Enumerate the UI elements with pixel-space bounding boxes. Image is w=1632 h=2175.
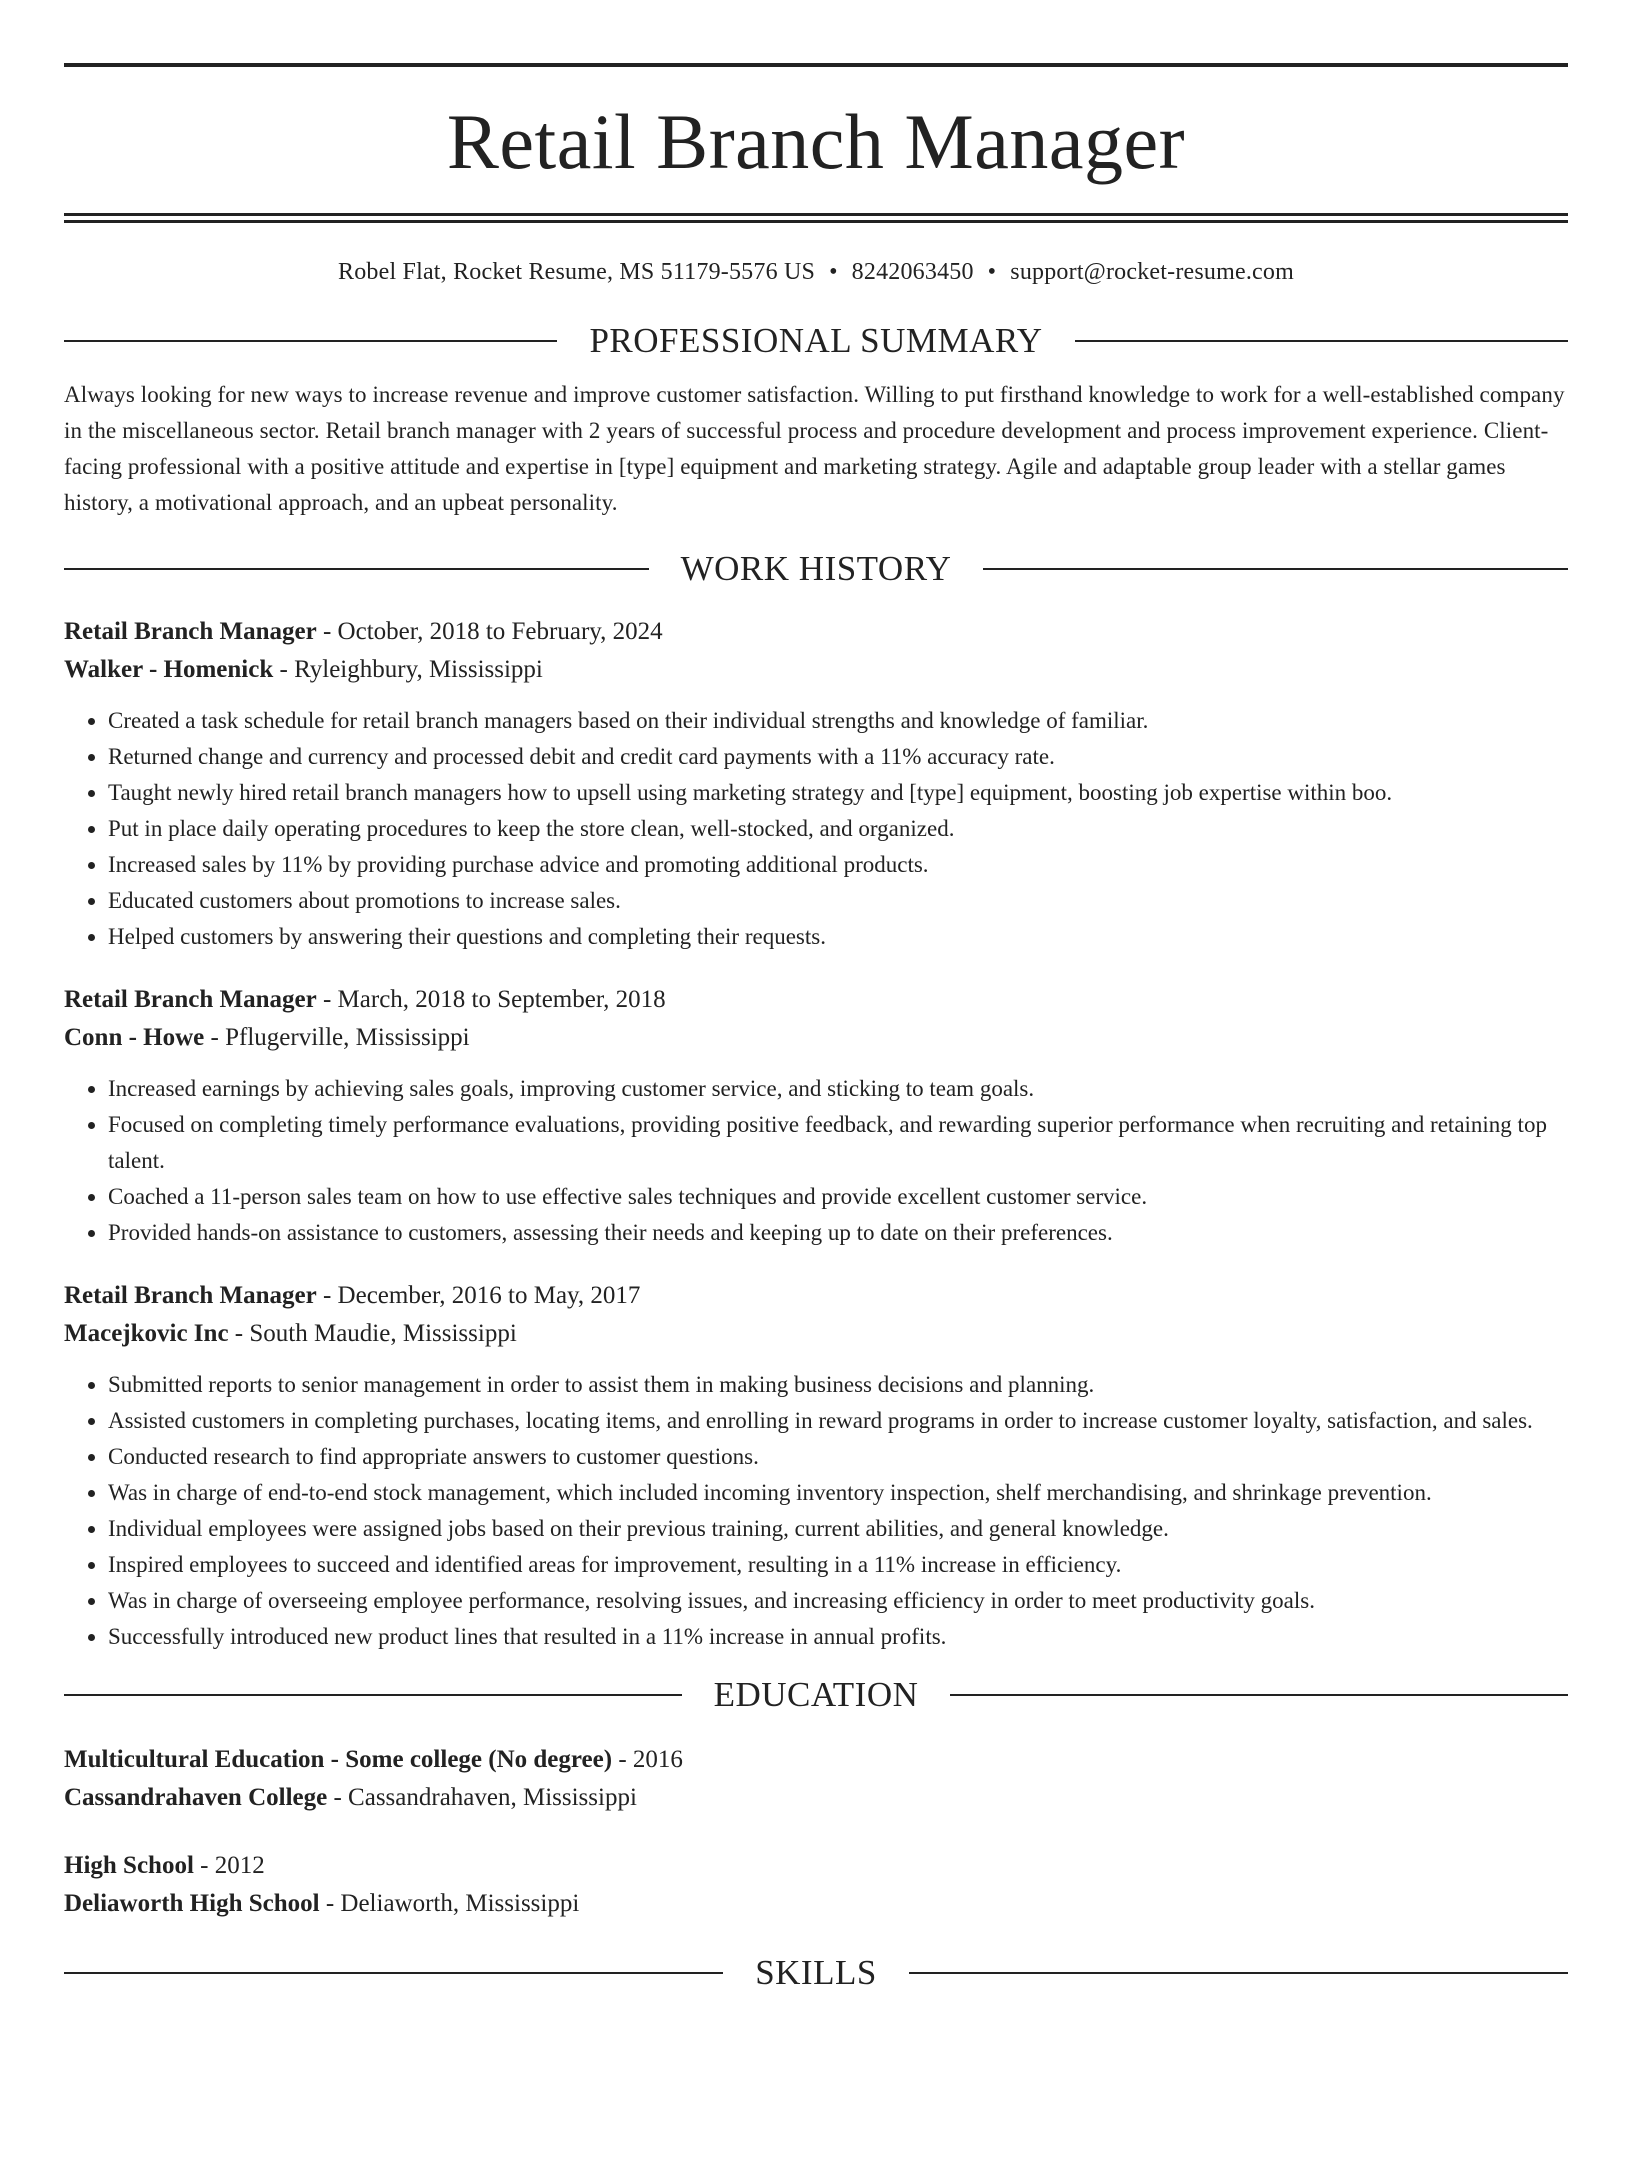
list-item: • Was in charge of overseeing employee performance, resolving issues, and increasing efficiency in order to meet productivity goals.	[108, 1583, 1568, 1619]
list-item: • Inspired employees to succeed and identified areas for improvement, resulting in a 11% increase in efficiency.	[108, 1547, 1568, 1583]
list-item: • Created a task schedule for retail branch managers based on their individual strengths and knowledge of familiar.	[108, 703, 1568, 739]
list-item: • Focused on completing timely performance evaluations, providing positive feedback, and rewarding superior performance when recruiting and retaining top talent.	[108, 1107, 1568, 1179]
contact-address: Robel Flat, Rocket Resume, MS 51179-5576 US	[338, 259, 816, 285]
job-company: Macejkovic Inc	[64, 1320, 229, 1347]
education-school: Cassandrahaven College	[64, 1784, 328, 1811]
list-item: • Provided hands-on assistance to customers, assessing their needs and keeping up to date on their preferences.	[108, 1215, 1568, 1251]
job-title-line	[64, 613, 1568, 651]
job-company-line	[64, 1315, 1568, 1353]
contact-line	[64, 257, 1568, 287]
education-school: Deliaworth High School	[64, 1890, 320, 1917]
top-rule	[64, 63, 1568, 67]
job-company-line	[64, 651, 1568, 689]
list-item: • Assisted customers in completing purchases, locating items, and enrolling in reward programs in order to increase customer loyalty, satisfaction, and sales.	[108, 1403, 1568, 1439]
job-entry	[64, 1277, 1568, 1655]
list-item: • Was in charge of end-to-end stock management, which included incoming inventory inspection, shelf merchandising, and shrinkage prevention.	[108, 1475, 1568, 1511]
list-item: • Individual employees were assigned jobs based on their previous training, current abilities, and general knowledge.	[108, 1511, 1568, 1547]
education-entry	[64, 1741, 1568, 1817]
section-title: WORK HISTORY	[680, 549, 952, 588]
job-company: Walker - Homenick	[64, 656, 274, 683]
job-dates: - March, 2018 to September, 2018	[316, 986, 666, 1013]
job-title-line	[64, 981, 1568, 1019]
title-double-rule	[64, 213, 1568, 223]
list-item: • Educated customers about promotions to increase sales.	[108, 883, 1568, 919]
job-location: - Pflugerville, Mississippi	[204, 1024, 470, 1051]
list-item: • Increased sales by 11% by providing purchase advice and promoting additional products.	[108, 847, 1568, 883]
resume-title: Retail Branch Manager	[446, 98, 1186, 185]
job-dates: - October, 2018 to February, 2024	[316, 618, 663, 645]
section-heading-summary	[64, 319, 1568, 363]
education-entry	[64, 1847, 1568, 1923]
resume-page	[0, 63, 1632, 2175]
list-item: • Submitted reports to senior management in order to assist them in making business decisions and planning.	[108, 1367, 1568, 1403]
job-title: Retail Branch Manager	[64, 618, 317, 645]
education-degree: High School	[64, 1852, 194, 1879]
job-title: Retail Branch Manager	[64, 1282, 317, 1309]
job-bullets	[64, 1071, 1568, 1251]
list-item: • Returned change and currency and processed debit and credit card payments with a 11% accuracy rate.	[108, 739, 1568, 775]
job-company-line	[64, 1019, 1568, 1057]
list-item: • Put in place daily operating procedures to keep the store clean, well-stocked, and organized.	[108, 811, 1568, 847]
heading-rule-left	[64, 568, 649, 570]
job-entry	[64, 613, 1568, 955]
section-heading-skills	[64, 1951, 1568, 1995]
heading-rule-right	[950, 1694, 1568, 1696]
section-heading-education	[64, 1673, 1568, 1717]
section-title: PROFESSIONAL SUMMARY	[589, 321, 1043, 360]
heading-rule-right	[1075, 340, 1568, 342]
list-item: • Coached a 11-person sales team on how to use effective sales techniques and provide excellent customer service.	[108, 1179, 1568, 1215]
summary-text: Always looking for new ways to increase revenue and improve customer satisfaction. Willing to put firsthand knowledge to work for a well-established company in the miscellaneous sector. Retail branch manager with 2 years of successful process and procedure development and process improvement experience. Client-facing professional with a positive attitude and expertise in [type] equipment and marketing strategy. Agile and adaptable group leader with a stellar games history, a motivational approach, and an upbeat personality.	[64, 382, 1565, 515]
section-title: EDUCATION	[713, 1675, 919, 1714]
heading-rule-left	[64, 1972, 723, 1974]
contact-separator: •	[987, 259, 997, 285]
contact-separator: •	[829, 259, 838, 285]
education-year: - 2016	[612, 1746, 683, 1773]
education-degree: Multicultural Education - Some college (No degree)	[64, 1746, 613, 1773]
heading-rule-left	[64, 1694, 682, 1696]
list-item: • Conducted research to find appropriate answers to customer questions.	[108, 1439, 1568, 1475]
job-bullets	[64, 703, 1568, 955]
list-item: • Successfully introduced new product lines that resulted in a 11% increase in annual profits.	[108, 1619, 1568, 1655]
list-item: • Helped customers by answering their questions and completing their requests.	[108, 919, 1568, 955]
education-location: - Cassandrahaven, Mississippi	[327, 1784, 637, 1811]
job-location: - Ryleighbury, Mississippi	[273, 656, 543, 683]
job-title: Retail Branch Manager	[64, 986, 317, 1013]
job-company: Conn - Howe	[64, 1024, 205, 1051]
job-entry	[64, 981, 1568, 1251]
job-title-line	[64, 1277, 1568, 1315]
heading-rule-right	[909, 1972, 1568, 1974]
education-school-line	[64, 1885, 1568, 1923]
section-heading-work	[64, 547, 1568, 591]
job-dates: - December, 2016 to May, 2017	[316, 1282, 641, 1309]
job-bullets	[64, 1367, 1568, 1655]
education-year: - 2012	[193, 1852, 265, 1879]
education-degree-line	[64, 1741, 1568, 1779]
education-location: - Deliaworth, Mississippi	[319, 1890, 580, 1917]
education-degree-line	[64, 1847, 1568, 1885]
education-school-line	[64, 1779, 1568, 1817]
job-location: - South Maudie, Mississippi	[228, 1320, 517, 1347]
contact-email: support@rocket-resume.com	[1010, 259, 1294, 285]
list-item: • Taught newly hired retail branch managers how to upsell using marketing strategy and [type] equipment, boosting job expertise within boo.	[108, 775, 1568, 811]
heading-rule-right	[983, 568, 1568, 570]
heading-rule-left	[64, 340, 557, 342]
contact-phone: 8242063450	[851, 259, 974, 285]
section-title: SKILLS	[755, 1953, 877, 1992]
list-item: • Increased earnings by achieving sales goals, improving customer service, and sticking to team goals.	[108, 1071, 1568, 1107]
